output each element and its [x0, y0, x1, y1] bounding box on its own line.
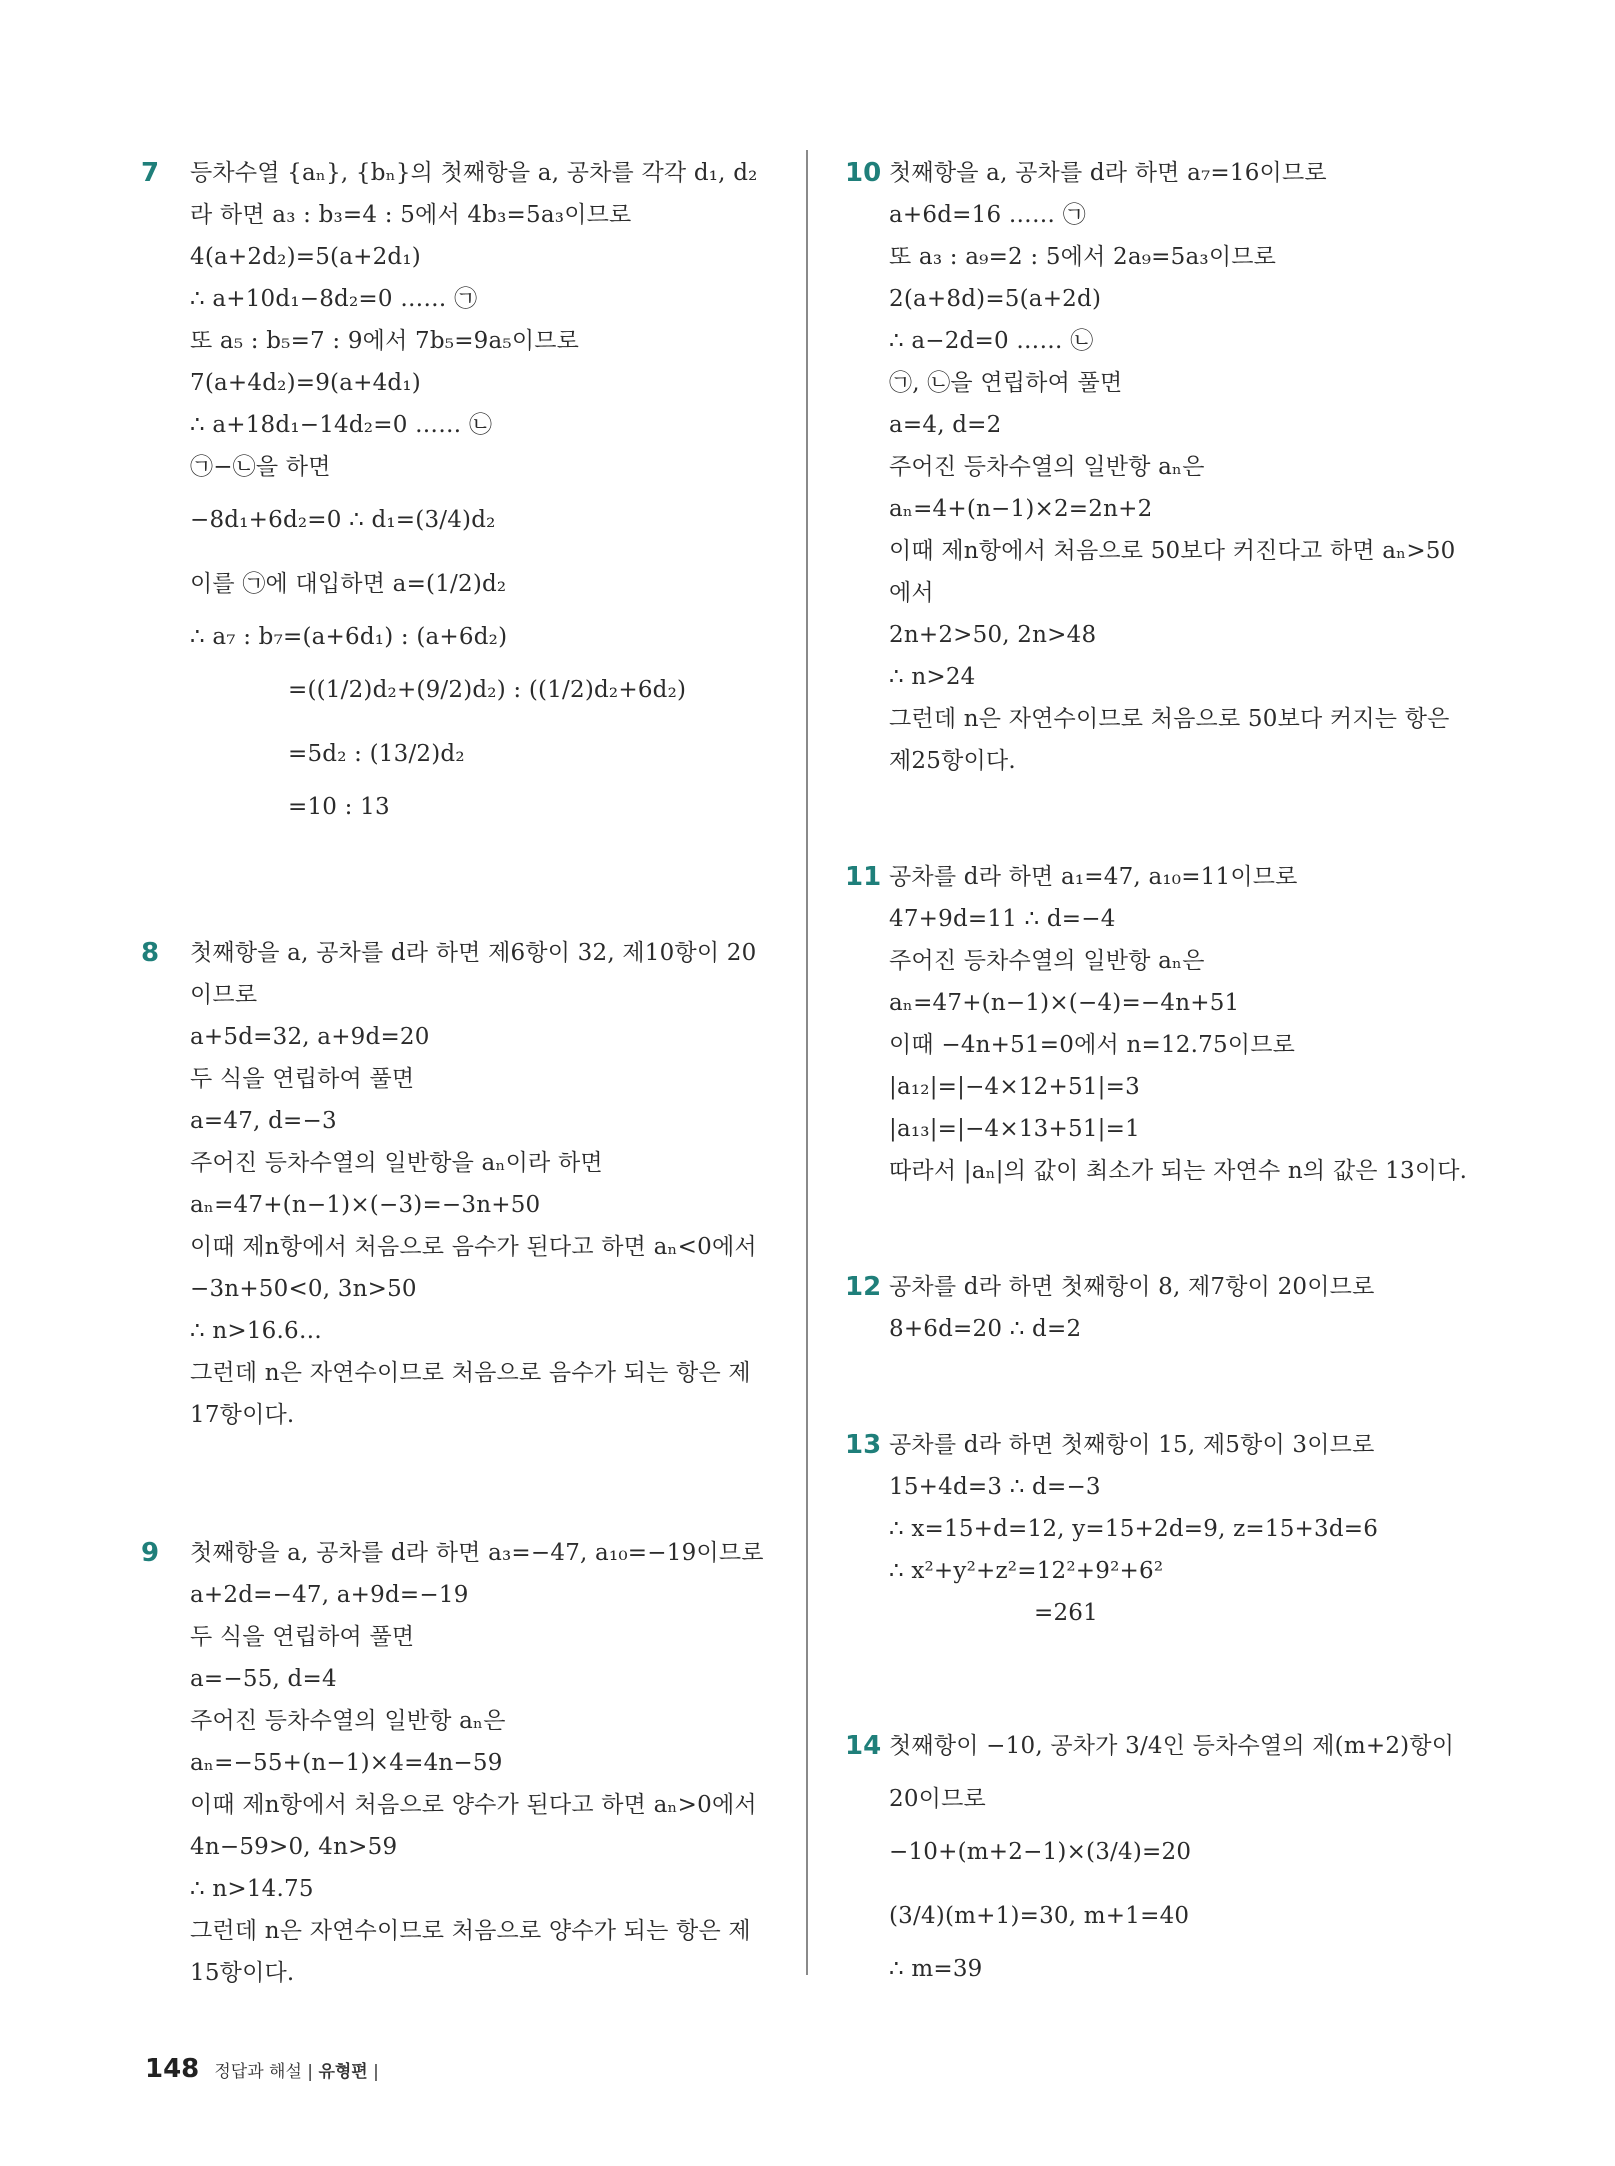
solution-line: ㉠, ㉡을 연립하여 풀면	[889, 370, 1123, 396]
solution-body	[889, 1714, 1489, 1990]
solution-line: 4n−59>0, 4n>59	[190, 1834, 398, 1860]
solution-body	[889, 152, 1489, 782]
solution-line: 또 a₅ : b₅=7 : 9에서 7b₅=9a₅이므로	[190, 328, 580, 354]
solution-line: 첫째항이 −10, 공차가 3/4인 등차수열의 제(m+2)항이	[889, 1733, 1455, 1759]
problem-number: 10	[845, 158, 882, 188]
solution-line: |a₁₂|=|−4×12+51|=3	[889, 1074, 1140, 1100]
problem-number: 9	[141, 1538, 160, 1568]
solution-line: 따라서 |aₙ|의 값이 최소가 되는 자연수 n의 값은 13이다.	[889, 1158, 1468, 1184]
solution-line: 또 a₃ : a₉=2 : 5에서 2a₉=5a₃이므로	[889, 244, 1277, 270]
solution-line: =5d₂ : (13/2)d₂	[288, 741, 465, 767]
problem-number: 13	[845, 1430, 882, 1460]
solution-line: 17항이다.	[190, 1402, 295, 1428]
solution-line: −10+(m+2−1)×(3/4)=20	[889, 1839, 1192, 1865]
solution-line: aₙ=−55+(n−1)×4=4n−59	[190, 1750, 503, 1776]
solution-body	[889, 1424, 1489, 1634]
solution-line: 이때 −4n+51=0에서 n=12.75이므로	[889, 1032, 1296, 1058]
problem-number: 14	[845, 1731, 882, 1761]
solution-line: a=47, d=−3	[190, 1108, 337, 1134]
footer-label: 정답과 해설 | 유형편 |	[214, 2061, 379, 2082]
solution-line: 주어진 등차수열의 일반항 aₙ은	[889, 454, 1205, 480]
solution-line: =((1/2)d₂+(9/2)d₂) : ((1/2)d₂+6d₂)	[288, 677, 687, 703]
solution-line: 그런데 n은 자연수이므로 처음으로 50보다 커지는 항은	[889, 706, 1450, 732]
solution-line: 2(a+8d)=5(a+2d)	[889, 286, 1102, 312]
solution-line: −8d₁+6d₂=0 ∴ d₁=(3/4)d₂	[190, 507, 496, 533]
solution-line: a=4, d=2	[889, 412, 1002, 438]
problem-number: 8	[141, 938, 160, 968]
solution-body	[190, 932, 790, 1436]
solution-line: ∴ x=15+d=12, y=15+2d=9, z=15+3d=6	[889, 1516, 1379, 1542]
solution-line: 4(a+2d₂)=5(a+2d₁)	[190, 244, 421, 270]
problem-number: 12	[845, 1272, 882, 1302]
solution-line: ∴ n>24	[889, 664, 976, 690]
solution-line: aₙ=47+(n−1)×(−4)=−4n+51	[889, 990, 1240, 1016]
page-footer	[145, 2054, 379, 2090]
solution-line: a+5d=32, a+9d=20	[190, 1024, 430, 1050]
solution-line: 에서	[889, 580, 934, 606]
solution-line: 주어진 등차수열의 일반항 aₙ은	[190, 1708, 506, 1734]
solution-line: 공차를 d라 하면 a₁=47, a₁₀=11이므로	[889, 864, 1298, 890]
solution-line: a+6d=16 …… ㉠	[889, 202, 1086, 228]
solution-line: =10 : 13	[288, 794, 390, 820]
solution-line: 7(a+4d₂)=9(a+4d₁)	[190, 370, 421, 396]
solution-line: 첫째항을 a, 공차를 d라 하면 제6항이 32, 제10항이 20	[190, 940, 757, 966]
solution-line: ∴ x²+y²+z²=12²+9²+6²	[889, 1558, 1164, 1584]
solution-line: 등차수열 {aₙ}, {bₙ}의 첫째항을 a, 공차를 각각 d₁, d₂	[190, 160, 758, 186]
solution-line: 첫째항을 a, 공차를 d라 하면 a₇=16이므로	[889, 160, 1327, 186]
solution-line: 그런데 n은 자연수이므로 처음으로 음수가 되는 항은 제	[190, 1360, 751, 1386]
solution-line: 2n+2>50, 2n>48	[889, 622, 1097, 648]
solution-line: 15+4d=3 ∴ d=−3	[889, 1474, 1101, 1500]
solution-line: a=−55, d=4	[190, 1666, 337, 1692]
solution-line: 이므로	[190, 982, 258, 1008]
solution-line: 두 식을 연립하여 풀면	[190, 1066, 415, 1092]
solution-line: ∴ n>14.75	[190, 1876, 314, 1902]
solution-line: =261	[1034, 1600, 1098, 1626]
solution-line: 주어진 등차수열의 일반항을 aₙ이라 하면	[190, 1150, 603, 1176]
solution-body	[889, 1266, 1489, 1350]
solution-line: 이를 ㉠에 대입하면 a=(1/2)d₂	[190, 571, 507, 597]
solution-line: ㉠−㉡을 하면	[190, 454, 331, 480]
solution-line: 제25항이다.	[889, 748, 1016, 774]
solution-line: 첫째항을 a, 공차를 d라 하면 a₃=−47, a₁₀=−19이므로	[190, 1540, 764, 1566]
solution-line: 공차를 d라 하면 첫째항이 15, 제5항이 3이므로	[889, 1432, 1375, 1458]
solution-body	[889, 856, 1489, 1192]
solution-line: 15항이다.	[190, 1960, 295, 1986]
solution-line: 47+9d=11 ∴ d=−4	[889, 906, 1116, 932]
solution-line: aₙ=47+(n−1)×(−3)=−3n+50	[190, 1192, 541, 1218]
page-number: 148	[145, 2054, 200, 2084]
solution-line: |a₁₃|=|−4×13+51|=1	[889, 1116, 1140, 1142]
solution-line: 라 하면 a₃ : b₃=4 : 5에서 4b₃=5a₃이므로	[190, 202, 632, 228]
solution-line: 8+6d=20 ∴ d=2	[889, 1316, 1082, 1342]
solution-line: ∴ a₇ : b₇=(a+6d₁) : (a+6d₂)	[190, 624, 508, 650]
solution-body	[190, 1532, 790, 1994]
solution-line: −3n+50<0, 3n>50	[190, 1276, 417, 1302]
solution-line: 두 식을 연립하여 풀면	[190, 1624, 415, 1650]
solution-line: ∴ a−2d=0 …… ㉡	[889, 328, 1094, 354]
solution-line: ∴ m=39	[889, 1956, 983, 1982]
solution-line: 그런데 n은 자연수이므로 처음으로 양수가 되는 항은 제	[190, 1918, 751, 1944]
solution-line: aₙ=4+(n−1)×2=2n+2	[889, 496, 1153, 522]
solution-line: 이때 제n항에서 처음으로 음수가 된다고 하면 aₙ<0에서	[190, 1234, 757, 1260]
solution-line: 20이므로	[889, 1786, 986, 1812]
solution-line: ∴ a+10d₁−8d₂=0 …… ㉠	[190, 286, 478, 312]
problem-number: 7	[141, 158, 160, 188]
problem-number: 11	[845, 862, 882, 892]
solution-line: 공차를 d라 하면 첫째항이 8, 제7항이 20이므로	[889, 1274, 1375, 1300]
solution-line: ∴ n>16.6…	[190, 1318, 323, 1344]
solution-line: 이때 제n항에서 처음으로 양수가 된다고 하면 aₙ>0에서	[190, 1792, 757, 1818]
solution-line: 주어진 등차수열의 일반항 aₙ은	[889, 948, 1205, 974]
solution-line: ∴ a+18d₁−14d₂=0 …… ㉡	[190, 412, 493, 438]
solution-line: 이때 제n항에서 처음으로 50보다 커진다고 하면 aₙ>50	[889, 538, 1456, 564]
solution-line: a+2d=−47, a+9d=−19	[190, 1582, 469, 1608]
solution-body	[190, 152, 790, 828]
column-divider	[806, 150, 808, 1975]
solution-line: (3/4)(m+1)=30, m+1=40	[889, 1903, 1190, 1929]
footer-section: 유형편	[318, 2061, 368, 2082]
footer-book-label: 정답과 해설	[214, 2061, 302, 2082]
